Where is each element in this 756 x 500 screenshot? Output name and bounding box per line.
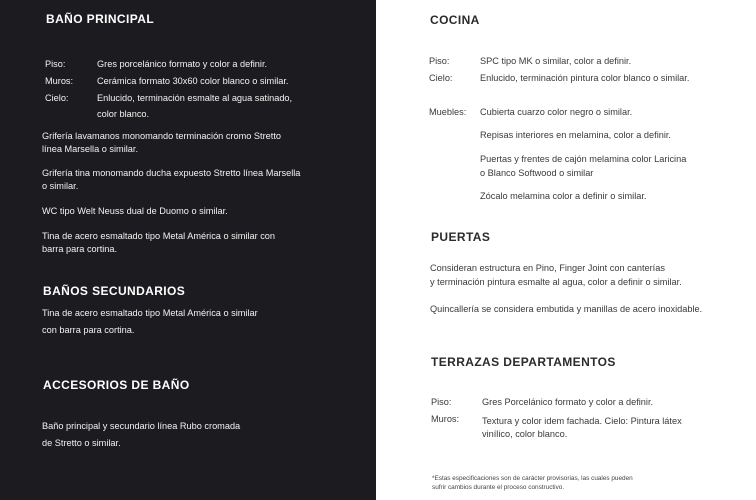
tina-acero-line2: barra para cortina. <box>42 244 118 254</box>
spec-value-piso: Gres porcelánico formato y color a definir. <box>97 59 268 69</box>
terrazas-label-piso: Piso: <box>431 397 452 407</box>
left-panel <box>0 0 376 500</box>
spec-label-cielo: Cielo: <box>45 93 69 103</box>
griferia-tina-line1: Grifería tina monomando ducha expuesto Stretto línea Marsella <box>42 168 301 178</box>
bano-principal-heading: BAÑO PRINCIPAL <box>46 12 155 26</box>
muebles-item-cubierta: Cubierta cuarzo color negro o similar. <box>480 107 633 117</box>
griferia-lavamanos-line1: Grifería lavamanos monomando terminación cromo Stretto <box>42 131 281 141</box>
spec-value-muros: Cerámica formato 30x60 color blanco o similar. <box>97 76 289 86</box>
terrazas-heading: TERRAZAS DEPARTAMENTOS <box>431 355 616 369</box>
cocina-value-cielo: Enlucido, terminación pintura color blanco o similar. <box>480 73 690 83</box>
puertas-line2: y terminación pintura esmalte al agua, color a definir o similar. <box>430 277 682 287</box>
banos-secundarios-line1: Tina de acero esmaltado tipo Metal América o similar <box>42 308 258 318</box>
tina-acero-line1: Tina de acero esmaltado tipo Metal América o similar con <box>42 231 276 241</box>
wc-line: WC tipo Welt Neuss dual de Duomo o similar. <box>42 206 228 216</box>
terrazas-value-muros-line1: Textura y color idem fachada. Cielo: Pintura látex <box>482 416 682 426</box>
banos-secundarios-heading: BAÑOS SECUNDARIOS <box>43 284 186 298</box>
accesorios-line1: Baño principal y secundario línea Rubo cromada <box>42 421 241 431</box>
cocina-heading: COCINA <box>430 13 480 27</box>
accesorios-line2: de Stretto o similar. <box>42 438 121 448</box>
cocina-value-piso: SPC tipo MK o similar, color a definir. <box>480 56 632 66</box>
puertas-heading: PUERTAS <box>431 230 491 244</box>
cocina-label-piso: Piso: <box>429 56 450 66</box>
griferia-tina-line2: o similar. <box>42 181 79 191</box>
puertas-line1: Consideran estructura en Pino, Finger Joint con canterías <box>430 263 665 273</box>
muebles-label: Muebles: <box>429 107 467 117</box>
spec-label-piso: Piso: <box>45 59 66 69</box>
terrazas-label-muros: Muros: <box>431 414 460 424</box>
griferia-lavamanos-line2: línea Marsella o similar. <box>42 144 138 154</box>
footnote-line1: *Estas especificaciones son de carácter provisorias, las cuales pueden <box>432 475 633 482</box>
muebles-item-puertas-line1: Puertas y frentes de cajón melamina color Laricina <box>480 154 687 164</box>
right-panel <box>376 0 756 500</box>
footnote-line2: sufrir cambios durante el proceso constructivo. <box>432 484 565 491</box>
muebles-item-zocalo: Zócalo melamina color a definir o similar. <box>480 191 647 201</box>
spec-value-cielo-line2: color blanco. <box>97 109 150 119</box>
quincalleria-line: Quincallería se considera embutida y manillas de acero inoxidable. <box>430 304 703 314</box>
muebles-item-repisas: Repisas interiores en melamina, color a definir. <box>480 130 671 140</box>
cocina-label-cielo: Cielo: <box>429 73 453 83</box>
spec-value-cielo-line1: Enlucido, terminación esmalte al agua satinado, <box>97 93 293 103</box>
terrazas-value-piso: Gres Porcelánico formato y color a definir. <box>482 397 654 407</box>
banos-secundarios-line2: con barra para cortina. <box>42 325 135 335</box>
terrazas-value-muros-line2: vinílico, color blanco. <box>482 429 568 439</box>
accesorios-heading: ACCESORIOS DE BAÑO <box>43 378 190 392</box>
spec-label-muros: Muros: <box>45 76 74 86</box>
muebles-item-puertas-line2: o Blanco Softwood o similar <box>480 168 594 178</box>
